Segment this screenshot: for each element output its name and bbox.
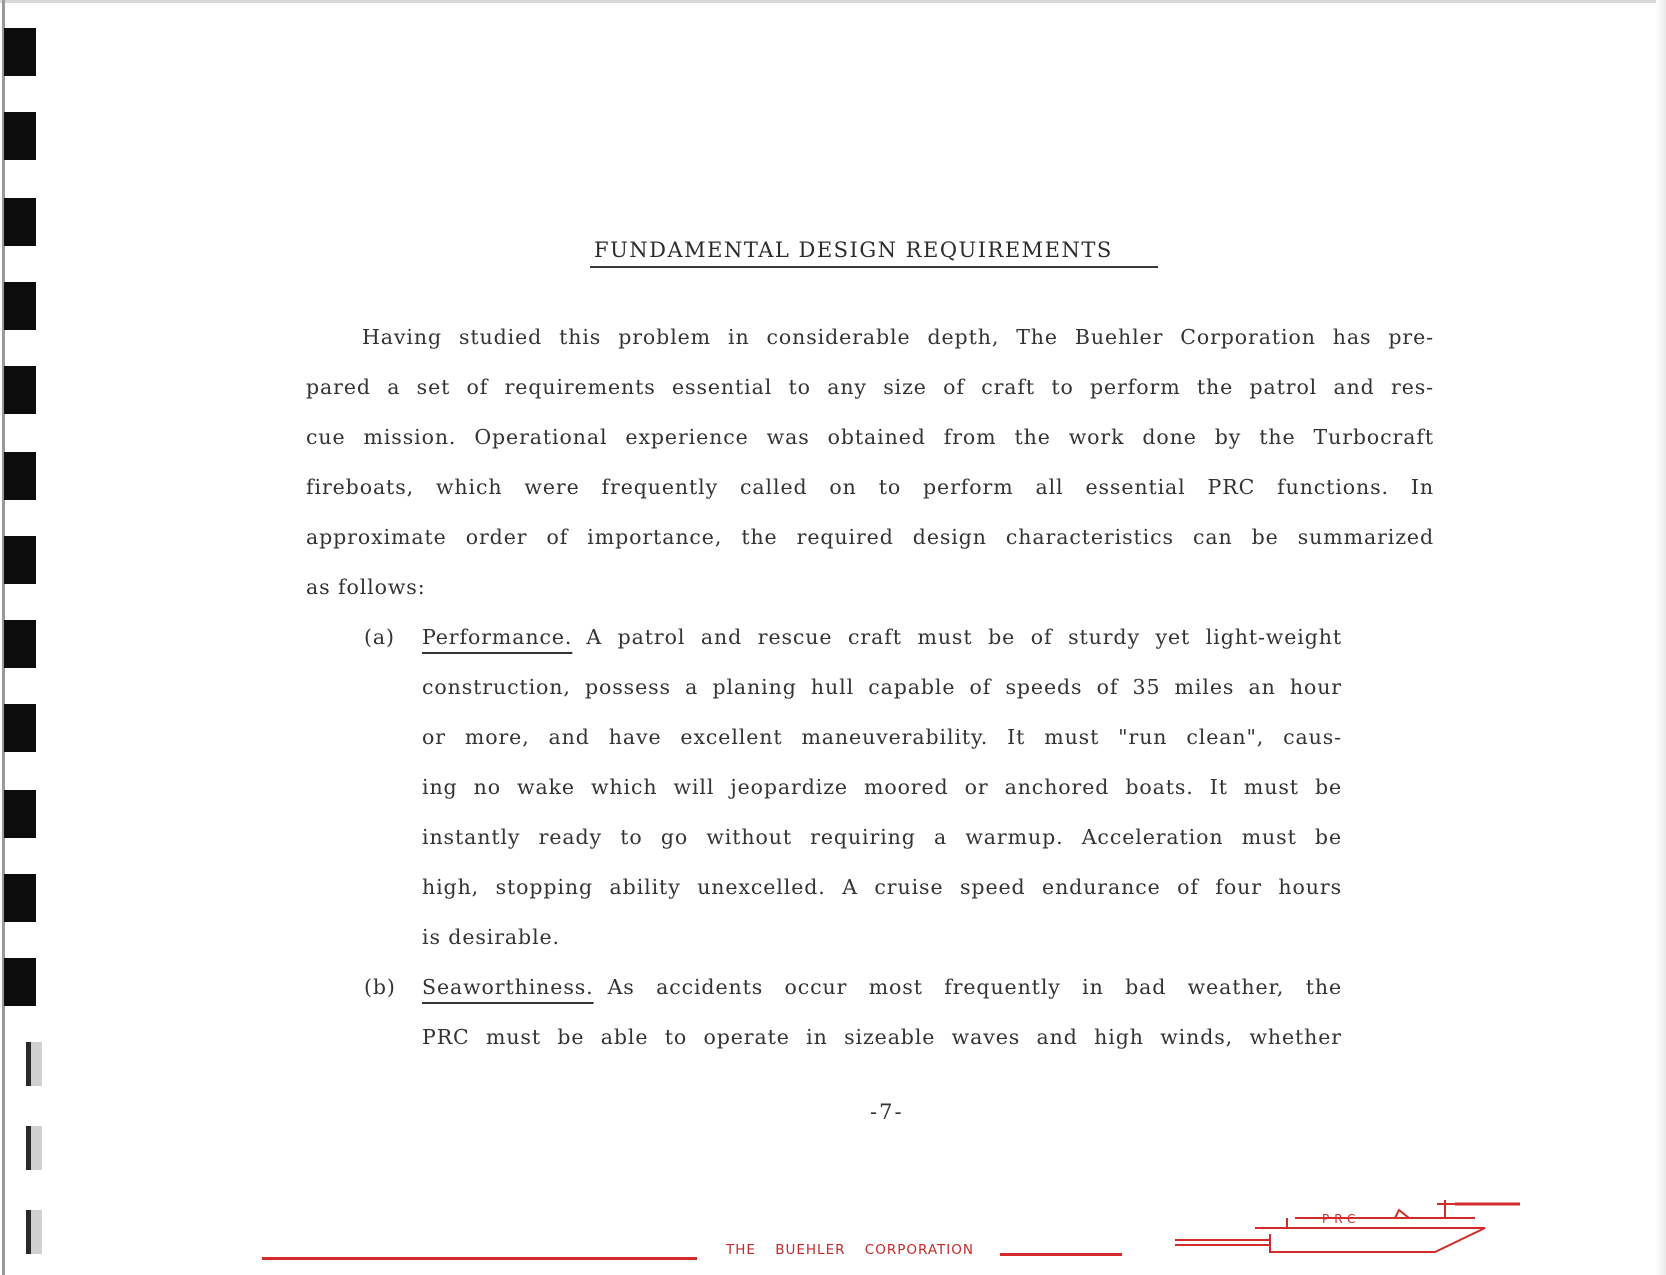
footer-word: THE [726, 1242, 756, 1258]
paragraph-line: Having studied this problem in considerable depth, The Buehler Corporation has pre- [362, 325, 1434, 349]
spiral-binding [0, 0, 48, 1275]
item-line: high, stopping ability unexcelled. A cruise speed endurance of four hours [422, 875, 1342, 899]
item-term: Seaworthiness. [422, 975, 594, 999]
binding-hole [26, 1210, 42, 1254]
binding-hole [4, 282, 36, 330]
binding-hole [4, 874, 36, 922]
item-label: (b) [364, 975, 396, 999]
item-first-line [422, 962, 1342, 1012]
binding-hole [4, 790, 36, 838]
item-line: instantly ready to go without requiring a warmup. Acceleration must be [422, 825, 1342, 849]
item-line: or more, and have excellent maneuverability. It must "run clean", caus- [422, 725, 1342, 749]
item-line: A patrol and rescue craft must be of sturdy yet light-weight [586, 625, 1342, 649]
footer-rule-left [262, 1257, 697, 1260]
item-line: is desirable. [422, 925, 560, 949]
title-underline [590, 266, 1158, 268]
item-body [422, 612, 1342, 962]
paragraph-line: pared a set of requirements essential to any size of craft to perform the patrol and res- [306, 375, 1434, 399]
binding-hole [26, 1126, 42, 1170]
binding-hole [26, 1042, 42, 1086]
page-number: -7- [870, 1100, 904, 1124]
binding-hole [4, 958, 36, 1006]
item-body [422, 962, 1342, 1062]
item-first-line [422, 612, 1342, 662]
binding-hole [4, 620, 36, 668]
item-label: (a) [364, 625, 395, 649]
paragraph-line: as follows: [306, 575, 426, 599]
paragraph-line: approximate order of importance, the required design characteristics can be summarized [306, 525, 1434, 549]
footer-company-name [726, 1242, 988, 1258]
item-line: ing no wake which will jeopardize moored or anchored boats. It must be [422, 775, 1342, 799]
item-term: Performance. [422, 625, 573, 649]
footer-word: BUEHLER [775, 1242, 846, 1258]
footer-word: CORPORATION [864, 1242, 974, 1258]
intro-paragraph [306, 312, 1434, 612]
paragraph-line: cue mission. Operational experience was obtained from the work done by the Turbocraft [306, 425, 1434, 449]
binding-hole [4, 198, 36, 246]
binding-hole [4, 28, 36, 76]
logo-text: PRC [1322, 1212, 1361, 1226]
binding-hole [4, 452, 36, 500]
item-line: PRC must be able to operate in sizeable waves and high winds, whether [422, 1025, 1342, 1049]
prc-boat-logo [1175, 1190, 1525, 1260]
paragraph-line: fireboats, which were frequently called on to perform all essential PRC functions. In [306, 475, 1434, 499]
binding-hole [4, 704, 36, 752]
binding-hole [4, 536, 36, 584]
binding-hole [4, 366, 36, 414]
page-top-edge [0, 0, 1666, 3]
footer-rule-right [1000, 1253, 1122, 1256]
binding-hole [4, 112, 36, 160]
item-line: construction, possess a planing hull capable of speeds of 35 miles an hour [422, 675, 1342, 699]
page-title: FUNDAMENTAL DESIGN REQUIREMENTS [594, 238, 1113, 262]
item-line: As accidents occur most frequently in bad weather, the [607, 975, 1342, 999]
page-right-edge [1656, 0, 1666, 1275]
